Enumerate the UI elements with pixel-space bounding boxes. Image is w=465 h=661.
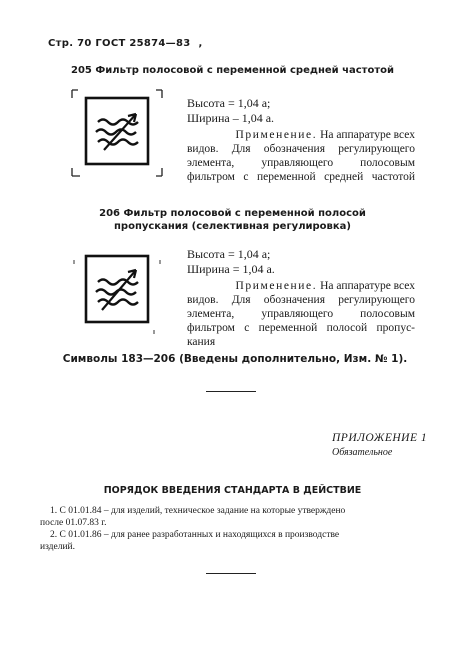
section-205-height: Высота = 1,04 а;	[187, 96, 271, 110]
symbol-206-bandpass-variable-width-icon	[70, 238, 165, 338]
procedure-title: ПОРЯДОК ВВЕДЕНИЯ СТАНДАРТА В ДЕЙСТВИЕ	[103, 485, 362, 496]
section-205-usage-word: Применение.	[235, 129, 318, 141]
page-reference: Стр. 70 ГОСТ 25874—83	[48, 38, 191, 49]
procedure-item: 2. С 01.01.86 – для ранее разработанных и находящихся в производстве	[50, 530, 340, 540]
section-206-usage-line: На аппаратуре всех	[320, 280, 415, 292]
header-mark: ,	[198, 38, 203, 49]
procedure-item: после 01.07.83 г.	[40, 518, 107, 528]
section-206-usage-line: видов. Для обозначения регулирующего	[187, 294, 415, 306]
section-206-title-line2: пропускания (селективная регулировка)	[114, 221, 351, 232]
section-205-usage	[187, 128, 415, 184]
section-205-usage-line: На аппаратуре всех	[320, 129, 415, 141]
section-206-usage-word: Применение.	[235, 280, 318, 292]
divider	[206, 391, 256, 392]
section-206-width: Ширина = 1,04 а.	[187, 262, 275, 276]
procedure-item: 1. С 01.01.84 – для изделий, техническое задание на которые утверждено	[50, 506, 346, 516]
section-205-title: 205 Фильтр полосовой с переменной средней частотой	[71, 65, 394, 76]
section-205-usage-line: фильтром с переменной средней частотой	[187, 171, 415, 183]
page-header	[48, 38, 203, 49]
section-206-height: Высота = 1,04 а;	[187, 247, 271, 261]
divider	[206, 573, 256, 574]
procedure-list	[40, 505, 425, 553]
section-205-width: Ширина – 1,04 а.	[187, 111, 275, 125]
section-206-usage-line: кания	[187, 336, 216, 348]
section-205-usage-line: видов. Для обозначения регулирующего	[187, 143, 415, 155]
section-206-usage	[187, 279, 415, 349]
section-205-usage-line: элемента, управляющего полосовым	[187, 157, 415, 169]
section-206-usage-line: фильтром с переменной полосой пропус-	[187, 322, 415, 334]
appendix-label: ПРИЛОЖЕНИЕ 1	[332, 432, 428, 444]
symbol-205-bandpass-variable-center-icon	[70, 88, 165, 178]
section-206-usage-line: элемента, управляющего полосовым	[187, 308, 415, 320]
appendix-subtitle: Обязательное	[332, 447, 393, 458]
procedure-item: изделий.	[40, 542, 75, 552]
symbols-note: Символы 183—206 (Введены дополнительно, Изм. № 1).	[62, 353, 408, 365]
section-206-title-line1: 206 Фильтр полосовой с переменной полосой	[99, 208, 366, 219]
